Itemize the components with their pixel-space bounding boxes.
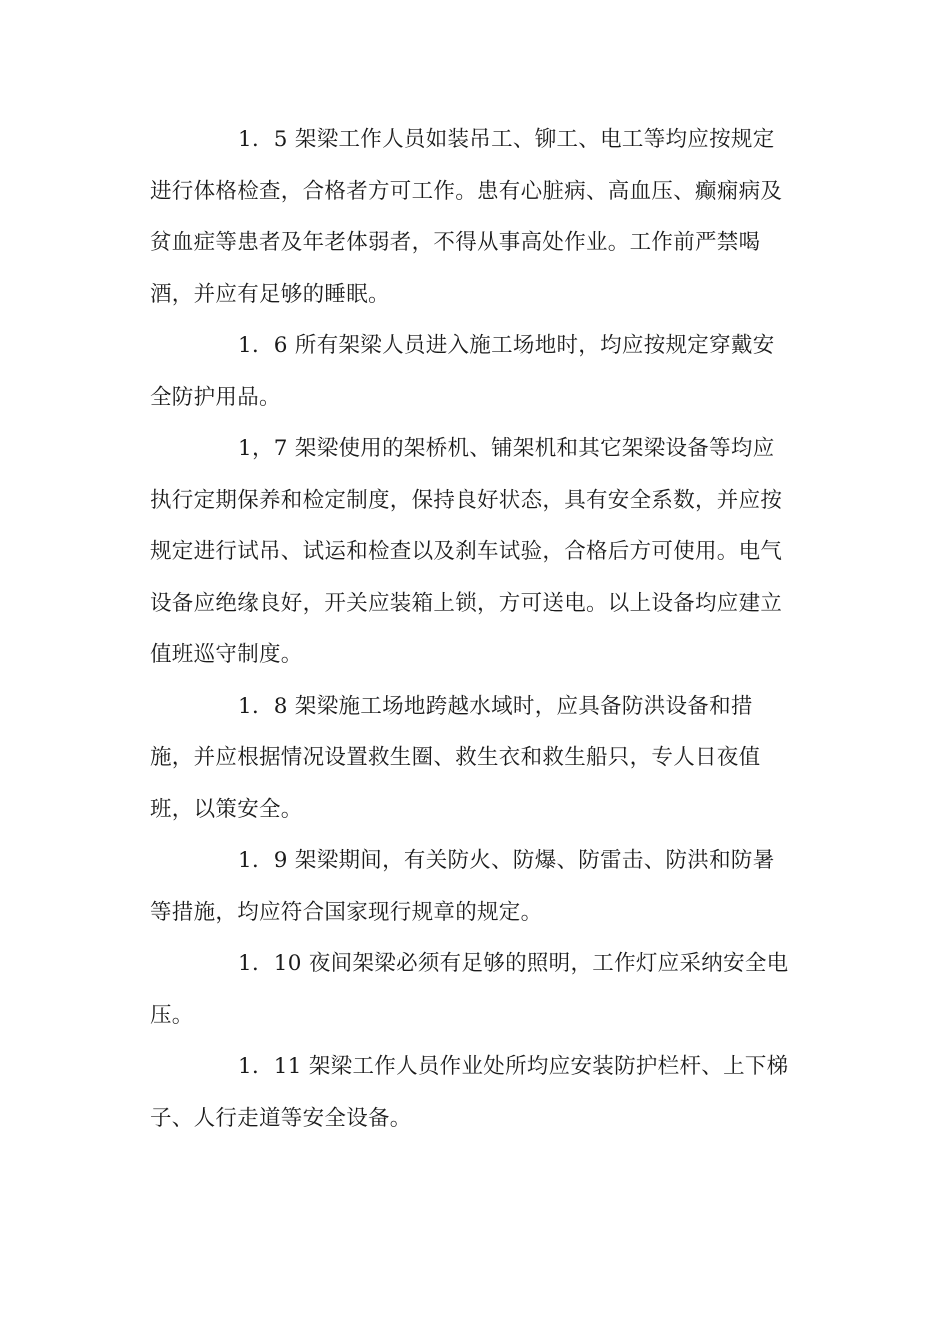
document-body [150,114,810,1144]
paragraph-1-9 [150,835,810,938]
text-line: 贫血症等患者及年老体弱者，不得从事高处作业。工作前严禁喝 [150,230,761,255]
text-line: 1，7 架梁使用的架桥机、铺架机和其它架梁设备等均应 [238,436,775,461]
paragraph-1-5 [150,114,810,320]
text-line: 等措施，均应符合国家现行规章的规定。 [150,899,543,925]
text-line: 全防护用品。 [150,384,281,410]
paragraph-1-8 [150,681,810,836]
text-line: 施，并应根据情况设置救生圈、救生衣和救生船只，专人日夜值 [150,745,761,770]
paragraph-1-11 [150,1041,810,1144]
text-line: 1．5 架梁工作人员如装吊工、铆工、电工等均应按规定 [238,127,775,152]
text-line: 值班巡守制度。 [150,642,303,667]
text-line: 1．11 架梁工作人员作业处所均应安装防护栏杆、上下梯 [238,1054,789,1079]
text-line: 进行体格检查，合格者方可工作。患有心脏病、高血压、癫痫病及 [150,178,783,204]
paragraph-1-10 [150,938,810,1041]
text-line: 设备应绝缘良好，开关应装箱上锁，方可送电。以上设备均应建立 [150,590,783,616]
text-line: 1．9 架梁期间，有关防火、防爆、防雷击、防洪和防暑 [238,848,775,873]
paragraph-1-6 [150,320,810,423]
text-line: 酒，并应有足够的睡眠。 [150,281,390,307]
text-line: 班，以策安全。 [150,796,303,822]
text-line: 子、人行走道等安全设备。 [150,1105,412,1131]
text-line: 1．6 所有架梁人员进入施工场地时，均应按规定穿戴安 [238,333,775,358]
text-line: 压。 [150,1002,194,1028]
text-line: 1．10 夜间架梁必须有足够的照明，工作灯应采纳安全电 [238,951,789,976]
text-line: 1．8 架梁施工场地跨越水域时，应具备防洪设备和措 [238,693,753,719]
text-line: 执行定期保养和检定制度，保持良好状态，具有安全系数，并应按 [150,487,783,513]
text-line: 规定进行试吊、试运和检查以及刹车试验，合格后方可使用。电气 [150,539,783,564]
paragraph-1-7 [150,423,810,681]
